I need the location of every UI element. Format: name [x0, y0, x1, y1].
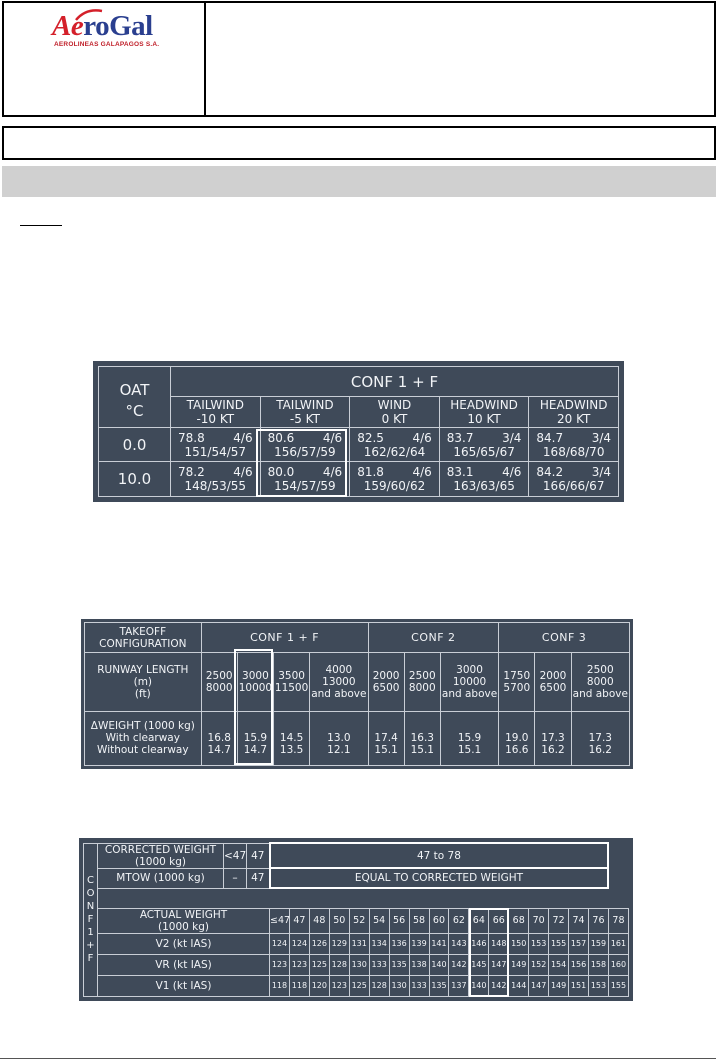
cell-content	[440, 465, 529, 493]
delta-weight-cell	[237, 711, 273, 765]
speeds-value: 154/57/59	[274, 479, 336, 494]
v1-value: 155	[608, 975, 628, 996]
delta-weight-label: ΔWEIGHT (1000 kg) With clearway Without clearway	[85, 711, 202, 765]
v2-value: 146	[469, 933, 489, 954]
tow-value: 80.6	[267, 430, 295, 445]
delta-weight-cell	[499, 711, 535, 765]
v1-value: 135	[429, 975, 449, 996]
v2-value: 136	[389, 933, 409, 954]
delta-weight-cell	[440, 711, 498, 765]
vr-label: VR (kt IAS)	[98, 954, 270, 975]
performance-cell	[260, 427, 350, 462]
v2-value: 150	[509, 933, 529, 954]
tow-value: 83.7	[446, 430, 474, 445]
v2-value: 134	[369, 933, 389, 954]
vr-value: 149	[509, 954, 529, 975]
runway-length-table	[81, 619, 633, 769]
flaps-value: 4/6	[502, 465, 522, 480]
flaps-value: 4/6	[412, 465, 432, 480]
without-clearway-value: 14.7	[207, 744, 231, 757]
with-clearway-value: 14.5	[279, 732, 304, 745]
mtow-value: –	[224, 868, 247, 888]
oat-value: 10.0	[99, 462, 171, 497]
with-clearway-value: 19.0	[505, 732, 529, 745]
actual-weight-value: 76	[589, 908, 609, 933]
cell-content	[171, 431, 260, 459]
v1-value: 118	[270, 975, 290, 996]
speeds-value: 168/68/70	[542, 444, 605, 459]
cell-content	[350, 431, 439, 459]
v2-label: V2 (kt IAS)	[98, 933, 270, 954]
actual-weight-value: 56	[389, 908, 409, 933]
v1-value: 133	[409, 975, 429, 996]
delta-weight-cell	[310, 711, 368, 765]
runway-length-value: 3000 10000	[237, 653, 273, 711]
v1-value: 128	[369, 975, 389, 996]
cell-top	[447, 465, 522, 479]
without-clearway-value: 16.2	[541, 744, 565, 757]
runway-length-value: 3500 11500	[274, 653, 310, 711]
actual-weight-value: ≤47	[270, 908, 290, 933]
cell-top	[178, 465, 253, 479]
v2-value: 155	[549, 933, 569, 954]
with-clearway-value: 13.0	[327, 732, 351, 745]
actual-weight-value: 72	[549, 908, 569, 933]
v1-value: 137	[449, 975, 469, 996]
takeoff-config-label: TAKEOFF CONFIGURATION	[85, 623, 202, 653]
wind-column-header: TAILWIND -5 KT	[260, 397, 350, 427]
corrected-weight-range: 47 to 78	[270, 843, 609, 868]
flaps-value: 4/6	[322, 430, 343, 445]
performance-cell	[529, 462, 619, 497]
vr-value: 130	[349, 954, 369, 975]
tow-value: 80.0	[267, 465, 295, 480]
delta-weight-cell	[201, 711, 237, 765]
without-clearway-value: 12.1	[327, 744, 351, 757]
wind-column-header: HEADWIND 10 KT	[439, 397, 529, 427]
vr-value: 147	[489, 954, 509, 975]
cell-top	[357, 465, 432, 479]
tow-value: 78.8	[178, 430, 205, 445]
v1-value: 130	[389, 975, 409, 996]
v2-value: 161	[608, 933, 628, 954]
tow-value: 84.2	[536, 465, 564, 480]
without-clearway-value: 15.1	[374, 744, 398, 757]
delta-weight-cell	[404, 711, 440, 765]
cell-top	[268, 465, 343, 479]
wind-column-header: HEADWIND 20 KT	[529, 397, 619, 427]
cell-top	[447, 431, 522, 445]
actual-weight-value: 64	[469, 908, 489, 933]
with-clearway-value: 16.3	[410, 732, 434, 745]
vr-value: 142	[449, 954, 469, 975]
v2-value: 148	[489, 933, 509, 954]
flaps-value: 4/6	[322, 465, 343, 480]
v1-value: 123	[329, 975, 349, 996]
runway-length-value: 4000 13000 and above	[310, 653, 368, 711]
with-clearway-value: 15.9	[457, 732, 482, 745]
runway-length-value: 2500 8000 and above	[571, 653, 629, 711]
cell-content	[529, 431, 618, 459]
cell-content	[261, 465, 350, 493]
cell-top	[268, 431, 343, 445]
separator-row	[98, 888, 609, 908]
conf-side-label: C O N F 1 + F	[84, 843, 98, 997]
without-clearway-value: 13.5	[279, 744, 304, 757]
cell-content	[171, 465, 260, 493]
mtow-value: 47	[247, 868, 270, 888]
vr-value: 145	[469, 954, 489, 975]
tow-value: 81.8	[357, 465, 384, 480]
actual-weight-value: 66	[489, 908, 509, 933]
wind-column-header: WIND 0 KT	[350, 397, 440, 427]
v2-value: 159	[589, 933, 609, 954]
speeds-value: 166/66/67	[542, 479, 605, 494]
wind-column-header: TAILWIND -10 KT	[171, 397, 261, 427]
flaps-value: 4/6	[233, 430, 253, 445]
v2-value: 153	[529, 933, 549, 954]
cell-top	[536, 431, 611, 445]
cell-top	[357, 431, 432, 445]
cell-top	[178, 431, 253, 445]
v1-value: 142	[489, 975, 509, 996]
v2-value: 131	[349, 933, 369, 954]
speeds-value: 163/63/65	[453, 479, 515, 494]
oat-unit: °C	[125, 401, 144, 420]
delta-weight-cell	[571, 711, 629, 765]
v2-value: 157	[569, 933, 589, 954]
vr-value: 158	[589, 954, 609, 975]
conf-title: CONF 1 + F	[171, 367, 619, 397]
runway-length-value: 2500 8000	[404, 653, 440, 711]
actual-weight-value: 68	[509, 908, 529, 933]
flaps-value: 3/4	[502, 430, 522, 445]
document-title-bar	[2, 126, 716, 160]
vr-value: 138	[409, 954, 429, 975]
actual-weight-value: 62	[449, 908, 469, 933]
actual-weight-value: 54	[369, 908, 389, 933]
v2-value: 139	[409, 933, 429, 954]
actual-weight-value: 74	[569, 908, 589, 933]
actual-weight-label: ACTUAL WEIGHT (1000 kg)	[98, 908, 270, 933]
speeds-value: 159/60/62	[363, 479, 426, 494]
actual-weight-value: 52	[349, 908, 369, 933]
vr-value: 125	[309, 954, 329, 975]
vr-value: 123	[270, 954, 290, 975]
actual-weight-value: 60	[429, 908, 449, 933]
performance-cell	[171, 427, 261, 462]
cell-content	[261, 431, 350, 459]
oat-corner-cell	[99, 367, 171, 428]
v1-value: 153	[589, 975, 609, 996]
speeds-value: 148/53/55	[184, 479, 247, 494]
v1-value: 125	[349, 975, 369, 996]
mtow-label: MTOW (1000 kg)	[98, 868, 224, 888]
section-heading-bar	[2, 166, 716, 197]
oat-value: 0.0	[99, 427, 171, 462]
oat-label: OAT	[119, 380, 150, 399]
tow-value: 84.7	[536, 430, 564, 445]
with-clearway-value: 17.3	[541, 732, 565, 745]
conf1f-wind-table	[93, 361, 624, 502]
performance-cell	[350, 427, 440, 462]
v1-label: V1 (kt IAS)	[98, 975, 270, 996]
cell-content	[529, 465, 618, 493]
v2-value: 143	[449, 933, 469, 954]
flaps-value: 3/4	[591, 465, 611, 480]
v2-value: 124	[289, 933, 309, 954]
with-clearway-value: 17.3	[588, 732, 612, 745]
v1-value: 147	[529, 975, 549, 996]
vr-value: 154	[549, 954, 569, 975]
performance-cell	[260, 462, 350, 497]
tow-value: 83.1	[446, 465, 474, 480]
actual-weight-value: 78	[608, 908, 628, 933]
logo-prefix: Ae	[52, 10, 84, 42]
speeds-value: 156/57/59	[274, 444, 336, 459]
speed-table	[79, 838, 633, 1001]
vr-value: 156	[569, 954, 589, 975]
flaps-value: 4/6	[233, 465, 253, 480]
v1-value: 118	[289, 975, 309, 996]
vr-value: 152	[529, 954, 549, 975]
v2-value: 126	[309, 933, 329, 954]
performance-cell	[439, 427, 529, 462]
speeds-value: 165/65/67	[453, 444, 515, 459]
flaps-value: 4/6	[412, 430, 432, 445]
actual-weight-value: 70	[529, 908, 549, 933]
performance-cell	[350, 462, 440, 497]
performance-cell	[171, 462, 261, 497]
cell-top	[536, 465, 611, 479]
actual-weight-value: 58	[409, 908, 429, 933]
with-clearway-value: 17.4	[374, 732, 398, 745]
speeds-value: 151/54/57	[184, 444, 247, 459]
conf-group-header: CONF 2	[368, 623, 499, 653]
performance-cell	[439, 462, 529, 497]
cell-content	[440, 431, 529, 459]
actual-weight-value: 48	[309, 908, 329, 933]
with-clearway-value: 16.8	[207, 732, 231, 745]
vr-value: 133	[369, 954, 389, 975]
vr-value: 135	[389, 954, 409, 975]
v1-value: 149	[549, 975, 569, 996]
without-clearway-value: 14.7	[243, 744, 268, 757]
without-clearway-value: 15.1	[457, 744, 482, 757]
mtow-equal-note: EQUAL TO CORRECTED WEIGHT	[270, 868, 609, 888]
without-clearway-value: 16.6	[505, 744, 529, 757]
vr-value: 160	[608, 954, 628, 975]
logo-rest: roGal	[83, 10, 153, 42]
note-label	[20, 211, 62, 226]
speeds-value: 162/62/64	[363, 444, 426, 459]
delta-weight-cell	[368, 711, 404, 765]
vr-value: 140	[429, 954, 449, 975]
delta-weight-cell	[535, 711, 571, 765]
footer-rule	[0, 1058, 716, 1059]
vr-value: 128	[329, 954, 349, 975]
with-clearway-value: 15.9	[243, 732, 268, 745]
flaps-value: 3/4	[591, 430, 611, 445]
v2-value: 124	[270, 933, 290, 954]
corrected-weight-value: 47	[247, 843, 270, 868]
v2-value: 129	[329, 933, 349, 954]
without-clearway-value: 16.2	[588, 744, 612, 757]
actual-weight-value: 50	[329, 908, 349, 933]
v1-value: 144	[509, 975, 529, 996]
v1-value: 120	[309, 975, 329, 996]
actual-weight-value: 47	[289, 908, 309, 933]
runway-length-value: 2000 6500	[535, 653, 571, 711]
runway-length-value: 3000 10000 and above	[440, 653, 498, 711]
header-divider	[204, 1, 206, 117]
vr-value: 123	[289, 954, 309, 975]
corrected-weight-label: CORRECTED WEIGHT (1000 kg)	[98, 843, 224, 868]
v1-value: 140	[469, 975, 489, 996]
conf-group-header: CONF 3	[499, 623, 630, 653]
logo-tagline: AEROLINEAS GALAPAGOS S.A.	[54, 41, 160, 48]
runway-length-value: 2000 6500	[368, 653, 404, 711]
without-clearway-value: 15.1	[410, 744, 434, 757]
v2-value: 141	[429, 933, 449, 954]
corrected-weight-value: <47	[224, 843, 247, 868]
conf-group-header: CONF 1 + F	[201, 623, 368, 653]
runway-length-value: 2500 8000	[201, 653, 237, 711]
performance-cell	[529, 427, 619, 462]
tow-value: 82.5	[357, 430, 384, 445]
runway-length-value: 1750 5700	[499, 653, 535, 711]
delta-weight-cell	[274, 711, 310, 765]
logo-swoosh-icon	[74, 8, 104, 22]
tow-value: 78.2	[178, 465, 205, 480]
v1-value: 151	[569, 975, 589, 996]
cell-content	[350, 465, 439, 493]
runway-length-label: RUNWAY LENGTH (m) (ft)	[85, 653, 202, 711]
